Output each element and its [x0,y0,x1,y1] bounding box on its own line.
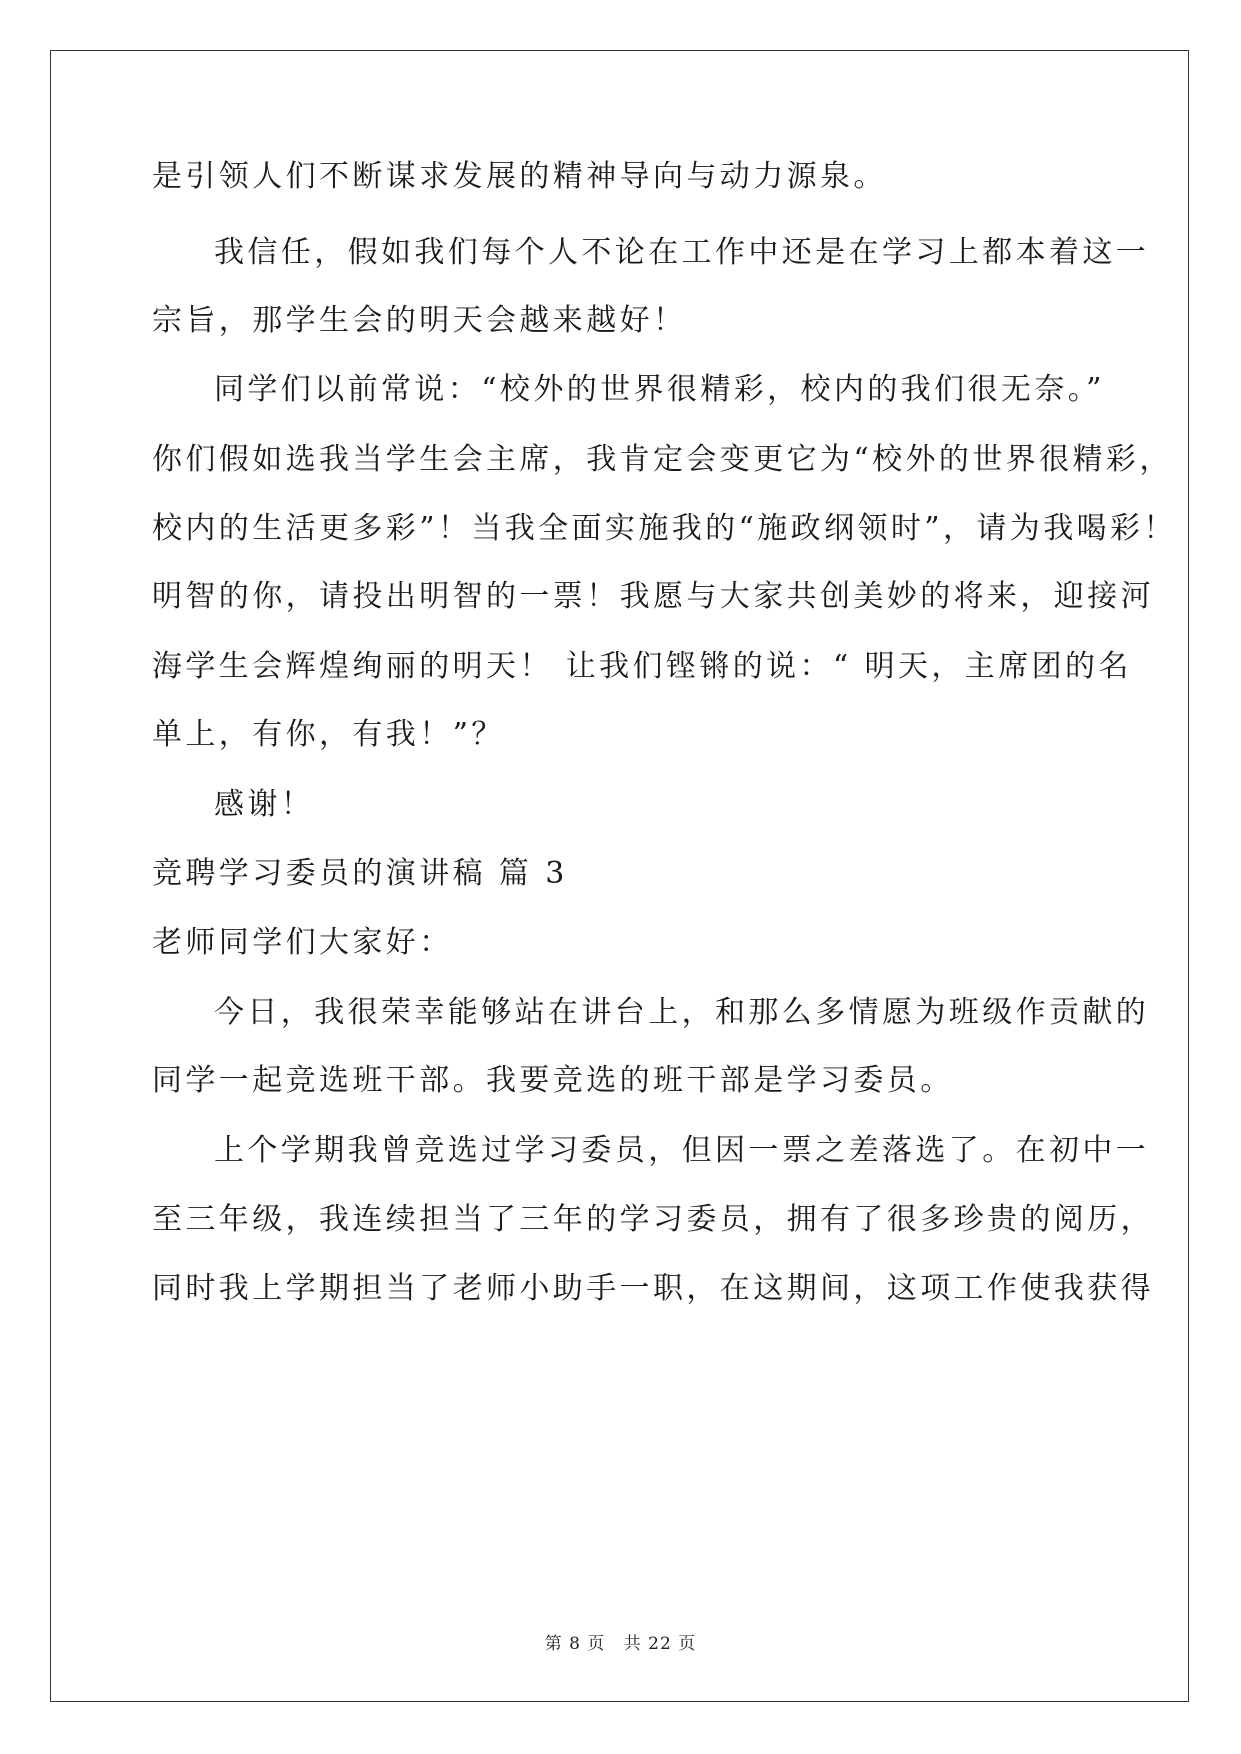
section-heading: 竞聘学习委员的演讲稿 篇 3 [152,856,568,891]
paragraph-line: 你们假如选我当学生会主席，我肯定会变更它为“校外的世界很精彩， [152,442,1173,477]
paragraph-line: 单上，有你，有我！”？ [152,717,505,752]
paragraph-line: 是引领人们不断谋求发展的精神导向与动力源泉。 [152,159,887,194]
page-total: 共 22 页 [623,1634,697,1654]
paragraph-line: 海学生会辉煌绚丽的明天！ 让我们铿锵的说：“ 明天，主席团的名 [152,649,1132,684]
paragraph-line: 至三年级，我连续担当了三年的学习委员，拥有了很多珍贵的阅历， [152,1202,1154,1237]
paragraph-line: 明智的你，请投出明智的一票！我愿与大家共创美妙的将来，迎接河 [152,579,1154,614]
paragraph-line: 同时我上学期担当了老师小助手一职，在这期间，这项工作使我获得 [152,1271,1154,1306]
page-number: 第 8 页 [544,1634,606,1654]
paragraph-line: 同学一起竞选班干部。我要竞选的班干部是学习委员。 [152,1063,954,1098]
paragraph-line: 上个学期我曾竞选过学习委员，但因一票之差落选了。在初中一 [214,1133,1150,1168]
paragraph-line: 感谢！ [214,787,315,822]
paragraph-line: 今日，我很荣幸能够站在讲台上，和那么多情愿为班级作贡献的 [214,995,1150,1030]
paragraph-line: 宗旨，那学生会的明天会越来越好！ [152,303,687,338]
paragraph-line: 校内的生活更多彩”！当我全面实施我的“施政纲领时”，请为我喝彩！ [152,511,1177,546]
page-footer [0,1629,1241,1654]
paragraph-line: 我信任，假如我们每个人不论在工作中还是在学习上都本着这一 [214,235,1150,270]
salutation: 老师同学们大家好： [152,925,453,960]
paragraph-line: 同学们以前常说：“校外的世界很精彩，校内的我们很无奈。” [214,372,1105,407]
